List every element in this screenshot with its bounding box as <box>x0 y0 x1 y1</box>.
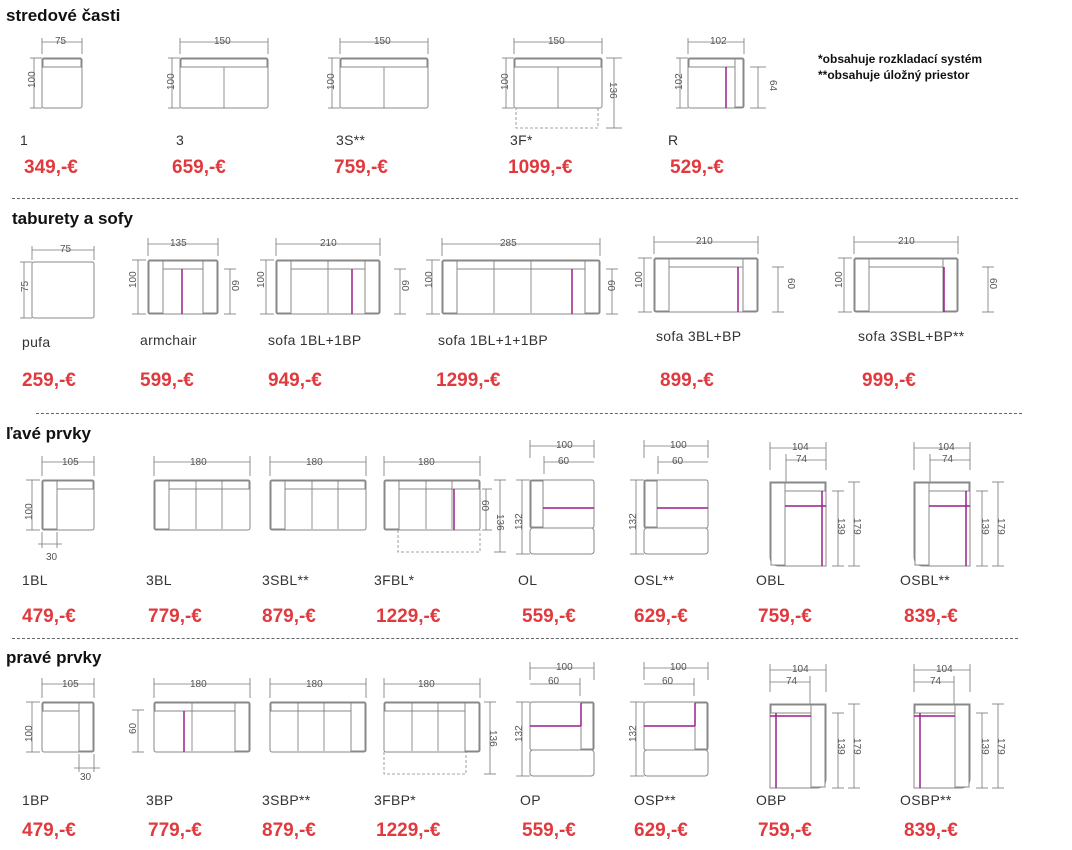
product-code: armchair <box>140 332 197 348</box>
dimension-depth: 139 <box>979 518 990 535</box>
dimension-seat: 74 <box>930 676 942 687</box>
dimension-seat: 74 <box>796 454 808 465</box>
module-drawing <box>260 454 380 554</box>
dimension-width: 285 <box>500 238 517 249</box>
product-price: 1229,-€ <box>376 820 441 841</box>
product-code: 3FBP* <box>374 792 416 808</box>
dimension-depth: 100 <box>500 73 511 90</box>
dimension-length: 179 <box>851 518 862 535</box>
dimension-width: 104 <box>936 664 953 675</box>
divider <box>12 638 1018 639</box>
product-price: 839,-€ <box>904 606 958 627</box>
module-drawing <box>424 234 624 324</box>
module-drawing <box>122 676 262 776</box>
product-price: 949,-€ <box>268 370 322 391</box>
dimension-depth: 100 <box>27 71 38 88</box>
divider <box>36 413 1022 414</box>
product-code: OSL** <box>634 572 675 588</box>
product-price: 839,-€ <box>904 820 958 841</box>
dimension-depth: 100 <box>256 271 267 288</box>
product-code: sofa 1BL+1+1BP <box>438 332 549 348</box>
product-code: 3BP <box>146 792 174 808</box>
module-drawing <box>904 440 1014 580</box>
note-folding: *obsahuje rozkladací systém <box>818 52 983 66</box>
module-drawing <box>628 232 808 322</box>
product-code: 1 <box>20 132 29 148</box>
dimension-depth: 139 <box>979 738 990 755</box>
product-price: 659,-€ <box>172 157 226 178</box>
dimension-width: 102 <box>710 36 727 47</box>
product-code: 3S** <box>336 132 366 148</box>
module-drawing <box>760 662 870 802</box>
product-code: OSP** <box>634 792 676 808</box>
dimension-length: 179 <box>995 518 1006 535</box>
module-drawing <box>904 662 1014 802</box>
dimension-depth: 100 <box>128 271 139 288</box>
product-code: 3SBP** <box>262 792 311 808</box>
dimension-extended: 136 <box>494 514 505 531</box>
dimension-depth: 100 <box>424 271 435 288</box>
product-code: 1BL <box>22 572 48 588</box>
product-price: 779,-€ <box>148 606 202 627</box>
dimension-width: 210 <box>320 238 337 249</box>
dimension-width: 210 <box>696 236 713 247</box>
dimension-seat: 60 <box>987 278 998 290</box>
dimension-width: 100 <box>670 440 687 451</box>
product-code: sofa 3BL+BP <box>656 328 742 344</box>
product-code: OSBP** <box>900 792 952 808</box>
dimension-arm: 30 <box>46 552 58 563</box>
dimension-width: 150 <box>374 36 391 47</box>
section-title-left: ľavé prvky <box>6 424 91 443</box>
dimension-extended: 136 <box>487 730 498 747</box>
product-price: 629,-€ <box>634 606 688 627</box>
product-price: 899,-€ <box>660 370 714 391</box>
product-price: 1299,-€ <box>436 370 501 391</box>
section-title-stools: taburety a sofy <box>12 209 133 228</box>
dimension-depth: 100 <box>24 725 35 742</box>
product-price: 1229,-€ <box>376 606 441 627</box>
dimension-depth: 139 <box>835 518 846 535</box>
dimension-seat: 60 <box>605 280 616 292</box>
product-price: 479,-€ <box>22 606 76 627</box>
module-drawing <box>512 660 612 780</box>
dimension-seat: 74 <box>942 454 954 465</box>
product-price: 759,-€ <box>758 820 812 841</box>
dimension-extended: 136 <box>607 82 618 99</box>
product-code: sofa 3SBL+BP** <box>858 328 965 344</box>
dimension-width: 100 <box>556 662 573 673</box>
product-price: 999,-€ <box>862 370 916 391</box>
dimension-depth: 132 <box>514 513 525 530</box>
dimension-depth: 100 <box>634 271 645 288</box>
dimension-depth: 132 <box>628 725 639 742</box>
module-drawing <box>258 234 418 324</box>
dimension-depth: 100 <box>166 73 177 90</box>
product-code: 3FBL* <box>374 572 415 588</box>
product-price: 349,-€ <box>24 157 78 178</box>
dimension-depth: 100 <box>834 271 845 288</box>
product-code: OP <box>520 792 541 808</box>
module-drawing <box>836 232 1016 322</box>
dimension-width: 180 <box>418 679 435 690</box>
dimension-seat: 60 <box>229 280 240 292</box>
dimension-width: 180 <box>190 457 207 468</box>
product-price: 529,-€ <box>670 157 724 178</box>
product-price: 759,-€ <box>758 606 812 627</box>
module-drawing <box>760 440 870 580</box>
dimension-depth: 102 <box>674 73 685 90</box>
product-price: 779,-€ <box>148 820 202 841</box>
section-title-right: pravé prvky <box>6 648 102 667</box>
product-code: 1BP <box>22 792 50 808</box>
module-drawing <box>374 676 504 786</box>
dimension-width: 105 <box>62 679 79 690</box>
product-price: 1099,-€ <box>508 157 573 178</box>
divider <box>12 198 1018 199</box>
dimension-width: 104 <box>938 442 955 453</box>
dimension-seat: 60 <box>399 280 410 292</box>
dimension-width: 104 <box>792 442 809 453</box>
product-code: 3SBL** <box>262 572 309 588</box>
module-drawing <box>260 676 380 776</box>
dimension-width: 180 <box>306 679 323 690</box>
module-drawing <box>672 36 782 116</box>
product-price: 759,-€ <box>334 157 388 178</box>
dimension-width: 180 <box>306 457 323 468</box>
dimension-width: 150 <box>548 36 565 47</box>
dimension-seat: 60 <box>785 278 796 290</box>
product-code: OBP <box>756 792 787 808</box>
product-price: 559,-€ <box>522 606 576 627</box>
module-drawing <box>20 244 100 324</box>
dimension-seat: 60 <box>662 676 674 687</box>
dimension-seat: 60 <box>479 500 490 512</box>
product-code: OBL <box>756 572 785 588</box>
module-drawing <box>24 454 104 554</box>
dimension-width: 75 <box>55 36 67 47</box>
product-code: 3F* <box>510 132 533 148</box>
dimension-width: 180 <box>418 457 435 468</box>
dimension-seat: 74 <box>786 676 798 687</box>
dimension-length: 179 <box>851 738 862 755</box>
product-price: 629,-€ <box>634 820 688 841</box>
module-drawing <box>374 454 514 564</box>
dimension-depth: 132 <box>628 513 639 530</box>
module-drawing <box>168 36 278 116</box>
dimension-width: 100 <box>670 662 687 673</box>
dimension-width: 135 <box>170 238 187 249</box>
dimension-depth: 75 <box>20 280 31 292</box>
dimension-depth: 132 <box>514 725 525 742</box>
dimension-seat: 60 <box>558 456 570 467</box>
product-price: 559,-€ <box>522 820 576 841</box>
product-code: OSBL** <box>900 572 951 588</box>
module-drawing <box>144 454 264 554</box>
product-code: 3BL <box>146 572 172 588</box>
product-price: 599,-€ <box>140 370 194 391</box>
dimension-width: 180 <box>190 679 207 690</box>
product-code: OL <box>518 572 538 588</box>
section-title-central: stredové časti <box>6 6 121 25</box>
dimension-width: 75 <box>60 244 72 255</box>
dimension-width: 150 <box>214 36 231 47</box>
module-drawing <box>328 36 438 116</box>
product-price: 879,-€ <box>262 820 316 841</box>
dimension-width: 210 <box>898 236 915 247</box>
dimension-seat: 60 <box>548 676 560 687</box>
product-price: 259,-€ <box>22 370 76 391</box>
note-storage: **obsahuje úložný priestor <box>818 68 970 82</box>
dimension-width: 100 <box>556 440 573 451</box>
dimension-width: 105 <box>62 457 79 468</box>
dimension-depth: 100 <box>326 73 337 90</box>
dimension-seat: 60 <box>672 456 684 467</box>
product-code: sofa 1BL+1BP <box>268 332 362 348</box>
dimension-depth: 139 <box>835 738 846 755</box>
dimension-seat: 60 <box>128 722 139 734</box>
dimension-depth: 100 <box>24 503 35 520</box>
product-code: pufa <box>22 334 51 350</box>
product-price: 479,-€ <box>22 820 76 841</box>
product-code: 3 <box>176 132 185 148</box>
product-price: 879,-€ <box>262 606 316 627</box>
module-drawing <box>626 660 726 780</box>
dimension-arm: 30 <box>80 772 92 783</box>
module-drawing <box>30 36 90 116</box>
product-code: R <box>668 132 679 148</box>
dimension-length: 179 <box>995 738 1006 755</box>
dimension-width: 104 <box>792 664 809 675</box>
module-drawing <box>24 676 114 786</box>
dimension-seat: 64 <box>767 80 778 92</box>
